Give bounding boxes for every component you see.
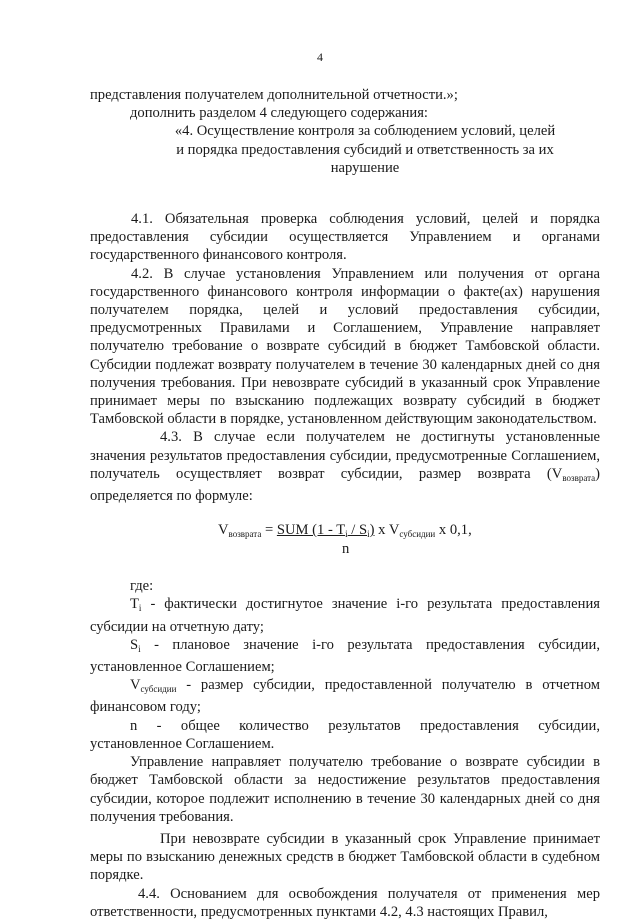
definition-v [90, 676, 600, 716]
formula-numerator-close: ) [369, 522, 375, 539]
definition-t-text: - фактически достигнутое значение i-го результата предоставления субсидии на отчетную дату; [90, 596, 600, 635]
where-label: где: [130, 578, 154, 595]
paragraph-4-1: 4.1. Обязательная проверка соблюдения условий, целей и порядка предоставления субсидии осуществляется Управлением и органами государственного финансового контроля. [90, 211, 600, 264]
definition-s-symbol: S [130, 636, 139, 653]
definition-t [90, 595, 600, 635]
section-title-line-1: «4. Осуществление контроля за соблюдением условий, целей [174, 123, 556, 140]
document-body [90, 86, 600, 921]
definition-t-symbol: T [130, 596, 139, 613]
formula-v-subscript: субсидии [399, 529, 436, 540]
formula-numerator-sub-1: i [345, 529, 348, 540]
definition-v-subscript: субсидии [140, 684, 177, 695]
paragraph-4-2: 4.2. В случае установления Управлением или получения от органа государственного финансового контроля информации о факте(ах) нарушения получателем порядка, целей и условий предоставления субсидии, предусмотренных Правилами и Соглашением, Управление направляет получателю требование о возврате субсидий в бюджет Тамбовской области. Субсидии подлежат возврату получателем в течение 30 календарных дней со дня получения требования. При невозврате субсидий в указанный срок Управление принимает меры по взысканию подлежащих возврату субсидий в бюджет Тамбовской области в порядке, установленном действующим законодательством. [90, 265, 600, 428]
definition-s [90, 636, 600, 676]
paragraph-4-3-tail: ) определяется по формуле: [90, 465, 600, 505]
paragraph-4-3-subscript: возврата [562, 472, 596, 483]
definition-v-text: - размер субсидии, предоставленной получателю в отчетном финансовом году; [90, 677, 600, 716]
return-formula [218, 521, 600, 559]
definition-n: n - общее количество результатов предоставления субсидии, установленное Соглашением. [90, 717, 600, 752]
formula-numerator [277, 522, 375, 538]
formula-times: x V [374, 522, 400, 539]
formula-denominator: n [342, 541, 350, 558]
paragraph-4-3-text: 4.3. В случае если получателем не достигнуты установленные значения результатов предоставления субсидии, предусмотренные Соглашением, получатель осуществляет возврат субсидии, размер возврата (V [90, 429, 600, 482]
section-title-line-2: и порядка предоставления субсидий и ответственность за их [176, 141, 554, 158]
formula-lhs: V [218, 522, 229, 539]
definition-t-subscript: i [138, 603, 142, 614]
formula-lhs-subscript: возврата [228, 529, 262, 540]
paragraph-court-recovery: При невозврате субсидии в указанный срок Управление принимает меры по взысканию денежных средств в бюджет Тамбовской области в судебном порядке. [90, 830, 600, 884]
definition-s-text: - плановое значение i-го результата предоставления субсидии, установленное Соглашением; [90, 636, 600, 676]
section-title [90, 122, 600, 177]
formula-tail: x 0,1, [435, 522, 472, 539]
amendment-line: дополнить разделом 4 следующего содержания: [130, 105, 428, 122]
section-title-line-3: нарушение [330, 159, 400, 176]
definition-v-symbol: V [130, 677, 141, 694]
intro-line: представления получателем дополнительной отчетности.»; [90, 87, 458, 103]
paragraph-return-demand: Управление направляет получателю требование о возврате субсидии в бюджет Тамбовской области за недостижение результатов предоставления субсидии, которое подлежит исполнению в течение 30 календарных дней со дня получения требования. [90, 754, 600, 825]
paragraph-4-3 [90, 428, 600, 505]
definition-s-subscript: i [138, 643, 141, 654]
formula-numerator-sub-2: i [367, 529, 370, 540]
formula-numerator-mid: / S [347, 522, 368, 539]
formula-equals: = [261, 522, 277, 539]
paragraph-4-4: 4.4. Основанием для освобождения получателя от применения мер ответственности, предусмотренных пунктами 4.2, 4.3 настоящих Правил, [90, 885, 600, 920]
page-number: 4 [317, 50, 323, 64]
formula-numerator-text: SUM (1 - T [276, 522, 346, 539]
